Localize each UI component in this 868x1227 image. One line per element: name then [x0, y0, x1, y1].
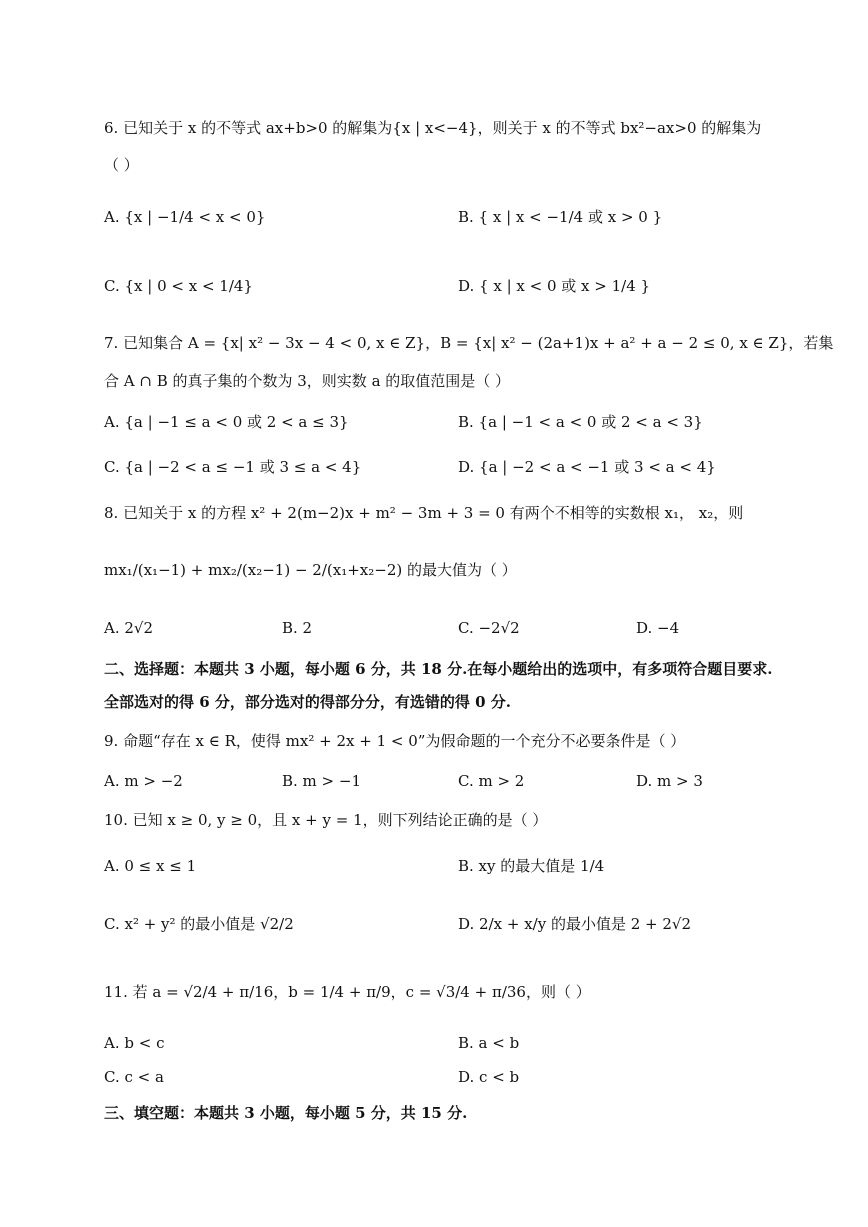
q11-option-d: D. c < b [458, 1068, 520, 1086]
q10-option-a: A. 0 ≤ x ≤ 1 [104, 857, 197, 875]
q8-option-a: A. 2√2 [104, 619, 154, 637]
q9-stem: 9. 命题“存在 x ∈ R，使得 mx² + 2x + 1 < 0”为假命题的一个充分不必要条件是（ ） [104, 732, 686, 750]
q8-stem-line2: mx₁/(x₁−1) + mx₂/(x₂−1) − 2/(x₁+x₂−2) 的最大值为（ ） [104, 561, 517, 579]
section3-heading: 三、填空题：本题共 3 小题，每小题 5 分，共 15 分. [104, 1104, 468, 1122]
q11-option-c: C. c < a [104, 1068, 164, 1086]
q7-option-b: B. {a | −1 < a < 0 或 2 < a < 3} [458, 413, 703, 431]
q9-option-c: C. m > 2 [458, 772, 525, 790]
q11-option-b: B. a < b [458, 1034, 520, 1052]
section2-heading-line1: 二、选择题：本题共 3 小题，每小题 6 分，共 18 分.在每小题给出的选项中，有多项符合题目要求. [104, 660, 773, 678]
section2-heading-line2: 全部选对的得 6 分，部分选对的得部分分，有选错的得 0 分. [104, 693, 511, 711]
q7-option-a: A. {a | −1 ≤ a < 0 或 2 < a ≤ 3} [104, 413, 349, 431]
q11-stem: 11. 若 a = √2/4 + π/16，b = 1/4 + π/9，c = √3/4 + π/36，则（ ） [104, 983, 591, 1001]
q8-option-c: C. −2√2 [458, 619, 520, 637]
q6-paren: （ ） [104, 156, 139, 174]
q8-option-d: D. −4 [636, 619, 680, 637]
q7-stem-line2: 合 A ∩ B 的真子集的个数为 3，则实数 a 的取值范围是（ ） [104, 372, 511, 390]
q11-option-a: A. b < c [104, 1034, 165, 1052]
q6-option-c: C. {x | 0 < x < 1/4} [104, 277, 253, 295]
q10-option-b: B. xy 的最大值是 1/4 [458, 857, 605, 875]
q10-stem: 10. 已知 x ≥ 0, y ≥ 0，且 x + y = 1，则下列结论正确的是（ ） [104, 811, 548, 829]
q6-stem: 6. 已知关于 x 的不等式 ax+b>0 的解集为{x | x<−4}，则关于 x 的不等式 bx²−ax>0 的解集为 [104, 119, 762, 137]
q7-option-d: D. {a | −2 < a < −1 或 3 < a < 4} [458, 458, 716, 476]
q7-stem-line1: 7. 已知集合 A = {x| x² − 3x − 4 < 0, x ∈ Z}，B = {x| x² − (2a+1)x + a² + a − 2 ≤ 0, x ∈ Z}，若集 [104, 334, 834, 352]
q8-stem-line1: 8. 已知关于 x 的方程 x² + 2(m−2)x + m² − 3m + 3 = 0 有两个不相等的实数根 x₁， x₂，则 [104, 504, 744, 522]
q10-option-d: D. 2/x + x/y 的最小值是 2 + 2√2 [458, 915, 692, 933]
q6-option-b: B. { x | x < −1/4 或 x > 0 } [458, 208, 663, 226]
q9-option-d: D. m > 3 [636, 772, 703, 790]
q6-option-d: D. { x | x < 0 或 x > 1/4 } [458, 277, 651, 295]
q9-option-a: A. m > −2 [104, 772, 183, 790]
q6-option-a: A. {x | −1/4 < x < 0} [104, 208, 266, 226]
q10-option-c: C. x² + y² 的最小值是 √2/2 [104, 915, 294, 933]
q9-option-b: B. m > −1 [282, 772, 361, 790]
q7-option-c: C. {a | −2 < a ≤ −1 或 3 ≤ a < 4} [104, 458, 362, 476]
q8-option-b: B. 2 [282, 619, 313, 637]
